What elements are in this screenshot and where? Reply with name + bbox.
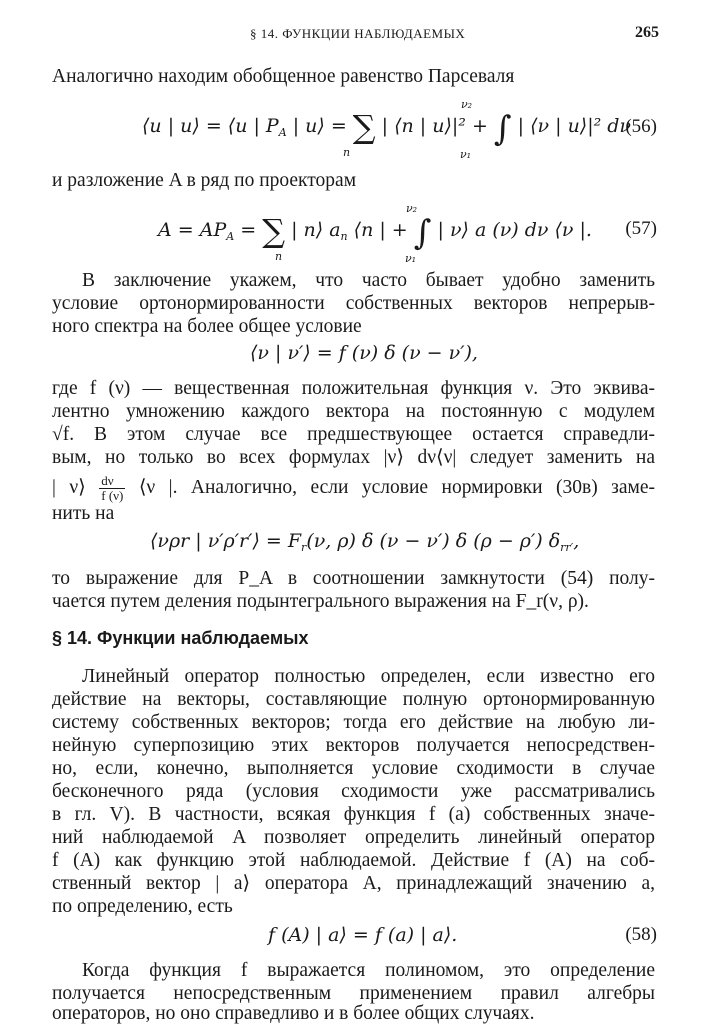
eq57-sum-index: n bbox=[275, 250, 283, 263]
equation-57 bbox=[158, 212, 592, 253]
para4-line: по определению, есть bbox=[52, 896, 233, 917]
para3-line: то выражение для P_A в соотношении замкнутости (54) полу- bbox=[52, 568, 655, 589]
eq56-left: ⟨u | u⟩ = ⟨u | P bbox=[142, 115, 279, 137]
fraction-dnu-over-f bbox=[99, 474, 125, 503]
eq57-upper-limit: ν₂ bbox=[406, 202, 418, 215]
para1-line: В заключение укажем, что часто бывает удобно заменить bbox=[82, 270, 655, 291]
page-header bbox=[0, 26, 701, 48]
equation-56 bbox=[142, 108, 631, 149]
eq-norm2-left: ⟨νρr | ν′ρ′r′⟩ = F bbox=[150, 530, 302, 552]
para3-line: чается путем деления подынтегрального выражения на F_r(ν, ρ). bbox=[52, 591, 589, 612]
eq56-upper-limit: ν₂ bbox=[461, 98, 473, 111]
frac-suffix: ⟨ν |. Аналогично, если условие нормировки (30в) заме- bbox=[138, 476, 655, 498]
eq56-number: (56) bbox=[625, 116, 657, 137]
eq56-sum-term: | ⟨n | u⟩|² + bbox=[375, 115, 494, 137]
para2-line: лентно умножению каждого вектора на постоянную с модулем bbox=[52, 401, 655, 422]
para2-line: √f. В этом случае все предшествующее остается справедли- bbox=[52, 424, 655, 445]
eq56-left-sub: A bbox=[278, 126, 287, 139]
eq56-sum-index: n bbox=[343, 146, 351, 159]
eq57-lower-limit: ν₁ bbox=[405, 252, 417, 265]
para1-line: условие ортонормированности собственных векторов непрерыв- bbox=[52, 293, 655, 314]
para1-line: ного спектра на более общее условие bbox=[52, 316, 362, 337]
eq57-int-term: | ν⟩ a (ν) dν ⟨ν |. bbox=[431, 219, 592, 241]
para5-line: Когда функция f выражается полиномом, это определение bbox=[82, 960, 655, 981]
eq57-sum-sub: n bbox=[340, 230, 348, 243]
intro-parseval: Аналогично находим обобщенное равенство Парсеваля bbox=[52, 66, 515, 87]
eq57-number: (57) bbox=[625, 218, 657, 239]
para4-line: ственный вектор | a⟩ оператора A, принадлежащий значению a, bbox=[52, 873, 655, 894]
para4-line: нейную суперпозицию этих векторов получается непосредствен- bbox=[52, 735, 655, 756]
page-number: 265 bbox=[635, 24, 659, 41]
para2-line: где f (ν) — вещественная положительная функция ν. Это эквива- bbox=[52, 378, 655, 399]
para2-line: вым, но только во всех формулах |ν⟩ dν⟨ν| следует заменить на bbox=[52, 447, 655, 468]
para2-fraction-line bbox=[52, 474, 655, 503]
integral-sign: ∫ bbox=[493, 109, 512, 149]
intro-decomposition: и разложение A в ряд по проекторам bbox=[52, 170, 357, 191]
eq56-left2: | u⟩ = bbox=[286, 115, 353, 137]
sum-sign: ∑ bbox=[262, 212, 286, 250]
para4-line: в гл. V). В частности, всякая функция f (a) собственных значе- bbox=[52, 804, 655, 825]
fraction-denominator: f (ν) bbox=[101, 488, 124, 503]
para5-line: получается непосредственным применением правил алгебры bbox=[52, 983, 655, 1004]
para5-line: операторов, но оно справедливо и в более общих случаях. bbox=[52, 1003, 535, 1024]
eq57-left-sub: A bbox=[226, 230, 235, 243]
equation-normalization-2 bbox=[150, 530, 579, 554]
eq57-eq: = bbox=[234, 219, 263, 241]
integral-sign: ∫ bbox=[413, 213, 432, 253]
eq57-left: A = AP bbox=[158, 219, 227, 241]
para4-line: действие на векторы, составляющие полную ортонормированную bbox=[52, 689, 655, 710]
para4-line: ний наблюдаемой A позволяет определить линейный оператор bbox=[52, 827, 655, 848]
equation-normalization: ⟨ν | ν′⟩ = f (ν) δ (ν − ν′), bbox=[250, 342, 478, 364]
para4-line: бесконечного ряда (условия сходимости уже рассматривались bbox=[52, 781, 655, 802]
eq56-int-term: | ⟨ν | u⟩|² dν bbox=[511, 115, 631, 137]
para4-line: систему собственных векторов; тогда его действие на любую ли- bbox=[52, 712, 655, 733]
fraction-numerator: dν bbox=[99, 474, 125, 489]
para4-line: f (A) как функцию этой наблюдаемой. Действие f (A) на соб- bbox=[52, 850, 655, 871]
equation-58: f (A) | a⟩ = f (a) | a⟩. bbox=[268, 924, 458, 946]
section-title: § 14. Функции наблюдаемых bbox=[52, 628, 309, 648]
eq-norm2-rest: (ν, ρ) δ (ν − ν′) δ (ρ − ρ′) δ bbox=[306, 530, 561, 552]
eq-norm2-sub2: rr′ bbox=[560, 541, 574, 554]
eq58-number: (58) bbox=[625, 924, 657, 945]
para2-end: нить на bbox=[52, 503, 115, 524]
eq-norm2-sub: r bbox=[301, 541, 307, 554]
eq57-sum-term2: ⟨n | + bbox=[347, 219, 414, 241]
running-head: § 14. ФУНКЦИИ НАБЛЮДАЕМЫХ bbox=[250, 26, 466, 41]
sum-sign: ∑ bbox=[352, 108, 376, 146]
eq-norm2-tail: , bbox=[573, 530, 580, 552]
eq57-sum-term: | n⟩ a bbox=[285, 219, 341, 241]
para4-line: Линейный оператор полностью определен, если известно его bbox=[82, 666, 655, 687]
eq56-lower-limit: ν₁ bbox=[460, 148, 472, 161]
frac-prefix: | ν⟩ bbox=[52, 476, 86, 498]
para4-line: но, если, конечно, выполняется условие сходимости в случае bbox=[52, 758, 655, 779]
